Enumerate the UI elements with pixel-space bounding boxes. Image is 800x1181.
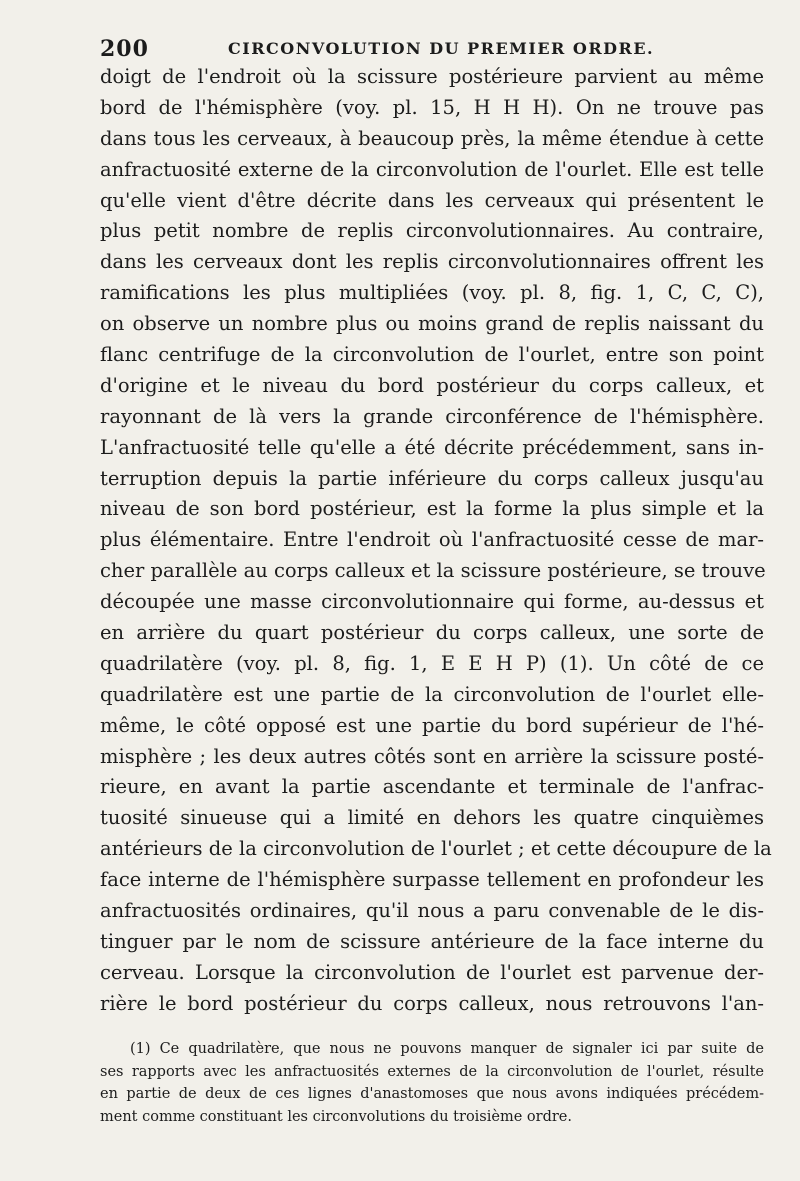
text-line: dans les cerveaux dont les replis circonvolutionnaires offrent les — [100, 250, 764, 274]
text-line: misphère ; les deux autres côtés sont en arrière la scissure posté- — [100, 744, 764, 768]
text-line: même, le côté opposé est une partie du bord supérieur de l'hé- — [100, 713, 764, 737]
text-line: flanc centrifuge de la circonvolution de l'ourlet, entre son point — [100, 343, 764, 367]
text-line: niveau de son bord postérieur, est la forme la plus simple et la — [100, 497, 764, 521]
body-text — [100, 62, 772, 1020]
text-line: rière le bord postérieur du corps calleux, nous retrouvons l'an- — [100, 991, 764, 1015]
page-number: 200 — [100, 36, 149, 62]
footnote-line: en partie de deux de ces lignes d'anastomoses que nous avons indiquées précédem- — [100, 1086, 764, 1102]
text-line: cher parallèle au corps calleux et la scissure postérieure, se trouve — [100, 559, 766, 583]
text-line: plus petit nombre de replis circonvolutionnaires. Au contraire, — [100, 219, 764, 243]
text-line: plus élémentaire. Entre l'endroit où l'anfractuosité cesse de mar- — [100, 528, 764, 552]
text-line: en arrière du quart postérieur du corps calleux, une sorte de — [100, 621, 764, 645]
footnote-line: ment comme constituant les circonvolutions du troisième ordre. — [100, 1108, 572, 1125]
text-line: ramifications les plus multipliées (voy. pl. 8, fig. 1, C, C, C), — [100, 281, 764, 305]
text-line: on observe un nombre plus ou moins grand de replis naissant du — [100, 312, 764, 336]
text-line: d'origine et le niveau du bord postérieur du corps calleux, et — [100, 373, 764, 397]
text-line: terruption depuis la partie inférieure du corps calleux jusqu'au — [100, 466, 764, 490]
footnote — [100, 1038, 764, 1128]
text-line: quadrilatère est une partie de la circonvolution de l'ourlet elle- — [100, 682, 764, 706]
text-line: découpée une masse circonvolutionnaire qui forme, au-dessus et — [100, 590, 764, 614]
text-line: tinguer par le nom de scissure antérieure de la face interne du — [100, 929, 764, 953]
footnote-line: ses rapports avec les anfractuosités externes de la circonvolution de l'ourlet, résulte — [100, 1063, 764, 1080]
text-line: dans tous les cerveaux, à beaucoup près, la même étendue à cette — [100, 126, 764, 150]
text-line: doigt de l'endroit où la scissure postérieure parvient au même — [100, 65, 764, 88]
text-line: rayonnant de là vers la grande circonférence de l'hémisphère. — [100, 404, 764, 428]
text-line: L'anfractuosité telle qu'elle a été décrite précédemment, sans in- — [100, 435, 764, 459]
text-line: anfractuosité externe de la circonvolution de l'ourlet. Elle est telle — [100, 157, 764, 181]
footnote-line: (1) Ce quadrilatère, que nous ne pouvons manquer de signaler ici par suite de — [130, 1041, 764, 1057]
text-line: face interne de l'hémisphère surpasse tellement en profondeur les — [100, 868, 764, 892]
text-line: tuosité sinueuse qui a limité en dehors les quatre cinquièmes — [100, 806, 764, 830]
text-line: qu'elle vient d'être décrite dans les cerveaux qui présentent le — [100, 188, 764, 212]
running-head: CIRCONVOLUTION DU PREMIER ORDRE. — [228, 39, 655, 58]
text-line: cerveau. Lorsque la circonvolution de l'ourlet est parvenue der- — [100, 960, 764, 984]
text-line: anfractuosités ordinaires, qu'il nous a paru convenable de le dis- — [100, 899, 764, 923]
text-line: antérieurs de la circonvolution de l'ourlet ; et cette découpure de la — [100, 837, 772, 861]
text-line: rieure, en avant la partie ascendante et terminale de l'anfrac- — [100, 775, 764, 799]
text-line: bord de l'hémisphère (voy. pl. 15, H H H). On ne trouve pas — [100, 95, 764, 119]
text-line: quadrilatère (voy. pl. 8, fig. 1, E E H P) (1). Un côté de ce — [100, 651, 764, 675]
